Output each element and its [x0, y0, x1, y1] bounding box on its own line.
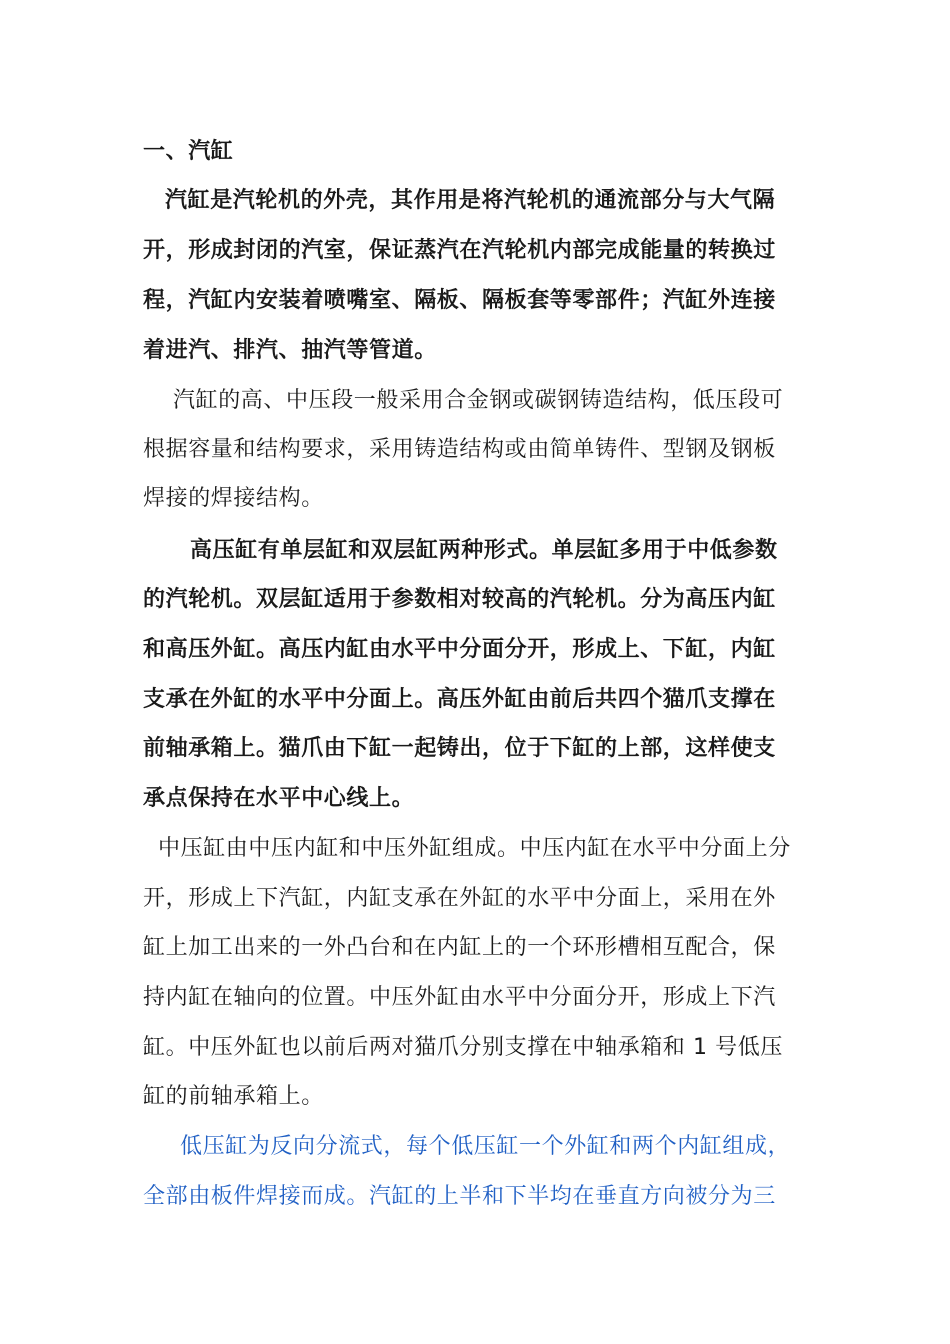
paragraph-line: 支承在外缸的水平中分面上。高压外缸由前后共四个猫爪支撑在 [143, 687, 776, 712]
paragraph-line: 缸上加工出来的一外凸台和在内缸上的一个环形槽相互配合，保 [143, 935, 776, 960]
paragraph-line: 的汽轮机。双层缸适用于参数相对较高的汽轮机。分为高压内缸 [143, 587, 776, 612]
paragraph-line: 前轴承箱上。猫爪由下缸一起铸出，位于下缸的上部，这样使支 [143, 736, 776, 761]
paragraph-line: 焊接的焊接结构。 [143, 486, 324, 511]
paragraph-line: 着进汽、排汽、抽汽等管道。 [143, 338, 437, 363]
paragraph-line: 开，形成封闭的汽室，保证蒸汽在汽轮机内部完成能量的转换过 [143, 238, 776, 263]
paragraph-line: 程，汽缸内安装着喷嘴室、隔板、隔板套等零部件；汽缸外连接 [143, 288, 776, 313]
paragraph-line: 根据容量和结构要求，采用铸造结构或由简单铸件、型钢及钢板 [143, 437, 776, 462]
paragraph-line: 低压缸为反向分流式，每个低压缸一个外缸和两个内缸组成， [180, 1134, 791, 1159]
paragraph-line: 全部由板件焊接而成。汽缸的上半和下半均在垂直方向被分为三 [143, 1184, 776, 1209]
paragraph-line: 缸的前轴承箱上。 [143, 1084, 324, 1109]
paragraph-line: 开，形成上下汽缸，内缸支承在外缸的水平中分面上，采用在外 [143, 886, 776, 911]
paragraph-line: 中压缸由中压内缸和中压外缸组成。中压内缸在水平中分面上分 [158, 836, 791, 861]
paragraph-line: 汽缸是汽轮机的外壳，其作用是将汽轮机的通流部分与大气隔 [165, 188, 776, 213]
paragraph-line: 缸。中压外缸也以前后两对猫爪分别支撑在中轴承箱和 1 号低压 [143, 1035, 783, 1060]
paragraph-line: 承点保持在水平中心线上。 [143, 786, 415, 811]
section-heading: 一、汽缸 [143, 139, 234, 164]
paragraph-line: 和高压外缸。高压内缸由水平中分面分开，形成上、下缸，内缸 [143, 637, 776, 662]
paragraph-line: 持内缸在轴向的位置。中压外缸由水平中分面分开，形成上下汽 [143, 985, 776, 1010]
paragraph-line: 汽缸的高、中压段一般采用合金钢或碳钢铸造结构，低压段可 [173, 388, 784, 413]
paragraph-line: 高压缸有单层缸和双层缸两种形式。单层缸多用于中低参数 [190, 538, 778, 563]
